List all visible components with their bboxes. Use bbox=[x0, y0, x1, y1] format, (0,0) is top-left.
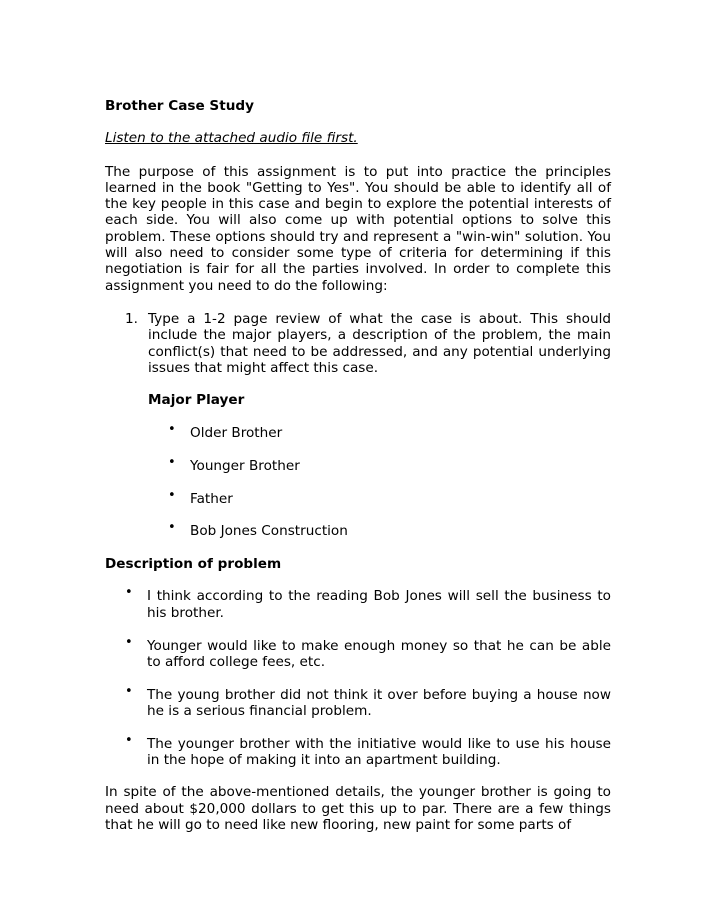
list-item bbox=[105, 683, 611, 720]
numbered-item-text: Type a 1-2 page review of what the case is about. This should include the major players, a description of the problem, the main conflict(s) that need to be addressed, and any potential underlying issues that might affect this case. bbox=[148, 310, 611, 376]
document-page bbox=[105, 98, 611, 833]
intro-paragraph: The purpose of this assignment is to put into practice the principles learned in the book "Getting to Yes". You should be able to identify all of the key people in this case and begin to explore the potential interests of each side. You will also come up with potential options to solve this problem. These options should try and represent a "win-win" solution. You will also need to consider some type of criteria for determining if this negotiation is fair for all the parties involved. In order to complete this assignment you need to do the following: bbox=[105, 163, 611, 294]
list-item-text: The young brother did not think it over before buying a house now he is a serious financial problem. bbox=[147, 686, 611, 719]
list-item-text: Younger would like to make enough money so that he can be able to afford college fees, etc. bbox=[147, 637, 611, 670]
numbered-item-marker: 1. bbox=[125, 310, 138, 327]
bullet-icon: • bbox=[168, 487, 176, 503]
bullet-icon: • bbox=[168, 454, 176, 470]
list-item-text: The younger brother with the initiative would like to use his house in the hope of making it into an apartment building. bbox=[147, 735, 611, 769]
list-item bbox=[105, 634, 611, 671]
bullet-icon: • bbox=[168, 520, 176, 536]
document-title: Brother Case Study bbox=[105, 98, 254, 114]
bullet-icon: • bbox=[125, 683, 133, 699]
problem-list bbox=[105, 585, 611, 769]
bullet-icon: • bbox=[125, 585, 133, 601]
list-item-text: Younger Brother bbox=[190, 457, 300, 474]
major-player-heading: Major Player bbox=[148, 392, 245, 409]
list-item-text: I think according to the reading Bob Jones will sell the business to his brother. bbox=[147, 588, 611, 621]
bullet-icon: • bbox=[125, 634, 133, 650]
bullet-icon: • bbox=[125, 732, 133, 748]
numbered-item bbox=[105, 311, 611, 376]
list-item-text: Older Brother bbox=[190, 424, 283, 441]
major-player-list bbox=[105, 421, 611, 540]
document-subtitle: Listen to the attached audio file first. bbox=[105, 130, 358, 147]
list-item bbox=[105, 520, 611, 540]
list-item-text: Father bbox=[190, 490, 233, 507]
list-item bbox=[105, 585, 611, 621]
list-item bbox=[105, 487, 611, 507]
bullet-icon: • bbox=[168, 421, 176, 437]
problem-heading: Description of problem bbox=[105, 555, 282, 572]
final-paragraph: In spite of the above-mentioned details, the younger brother is going to need about $20,000 dollars to get this up to par. There are a few things that he will go to need like new flooring, new paint for some parts of bbox=[105, 784, 611, 833]
list-item bbox=[105, 421, 611, 441]
list-item bbox=[105, 454, 611, 474]
list-item bbox=[105, 732, 611, 769]
list-item-text: Bob Jones Construction bbox=[190, 523, 348, 540]
